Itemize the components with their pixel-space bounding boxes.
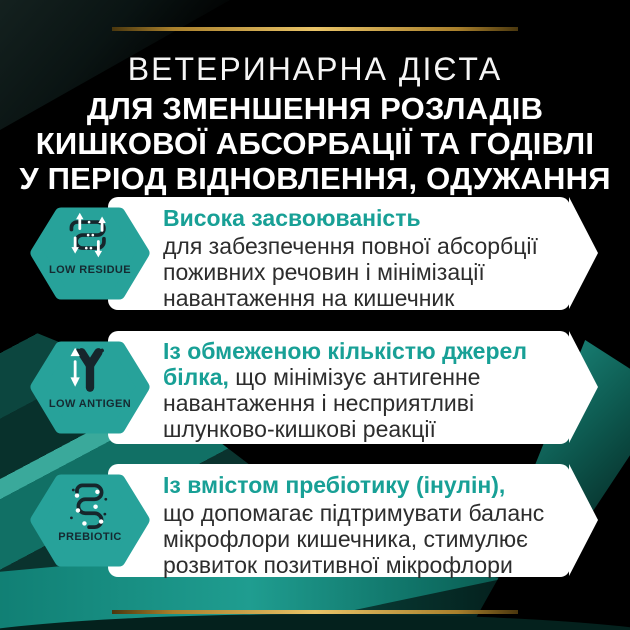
benefit-row-low-antigen (0, 331, 630, 444)
gold-divider-top (112, 27, 518, 31)
benefit-row-prebiotic (0, 464, 630, 577)
badge-label: LOW RESIDUE (48, 264, 131, 276)
header-title-line-2: КИШКОВОЇ АБСОРБАЦІЇ ТА ГОДІВЛІ (35, 126, 595, 161)
benefit-heading: Із обмеженою кількістю джерел білка, (163, 338, 527, 390)
benefit-row-low-residue (0, 197, 630, 310)
gold-divider-bottom (112, 610, 518, 614)
badge-label: PREBIOTIC (58, 531, 122, 543)
header-title (0, 91, 630, 196)
benefit-body: для забезпечення повної абсорбції поживних речовин і мінімізації навантаження на кишечник (163, 233, 538, 311)
antibody-arrows-icon (64, 344, 116, 396)
benefit-heading: Висока засвоюваність (163, 205, 421, 231)
benefit-body: що мінімізує антигенне навантаження і несприятливі шлунково-кишкові реакції (163, 364, 481, 442)
badge-label: LOW ANTIGEN (48, 398, 132, 410)
intestine-arrows-icon (64, 210, 116, 262)
hex-badge-prebiotic (30, 472, 150, 569)
benefit-text (163, 204, 583, 311)
header-title-line-1: ДЛЯ ЗМЕНШЕННЯ РОЗЛАДІВ (86, 91, 544, 126)
header-title-line-3: У ПЕРІОД ВІДНОВЛЕННЯ, ОДУЖАННЯ (19, 161, 611, 196)
benefit-heading: Із вмістом пребіотику (інулін), (163, 472, 506, 498)
hex-badge-low-antigen (30, 339, 150, 436)
header-eyebrow: ВЕТЕРИНАРНА ДІЄТА (127, 51, 503, 87)
benefit-text (163, 338, 583, 442)
benefit-text (163, 471, 583, 578)
benefit-body: що допомагає підтримувати баланс мікрофлори кишечника, стимулює розвиток позитивної мікрофлори (163, 500, 545, 578)
hex-badge-low-residue (30, 205, 150, 302)
intestine-dots-icon (64, 477, 116, 529)
